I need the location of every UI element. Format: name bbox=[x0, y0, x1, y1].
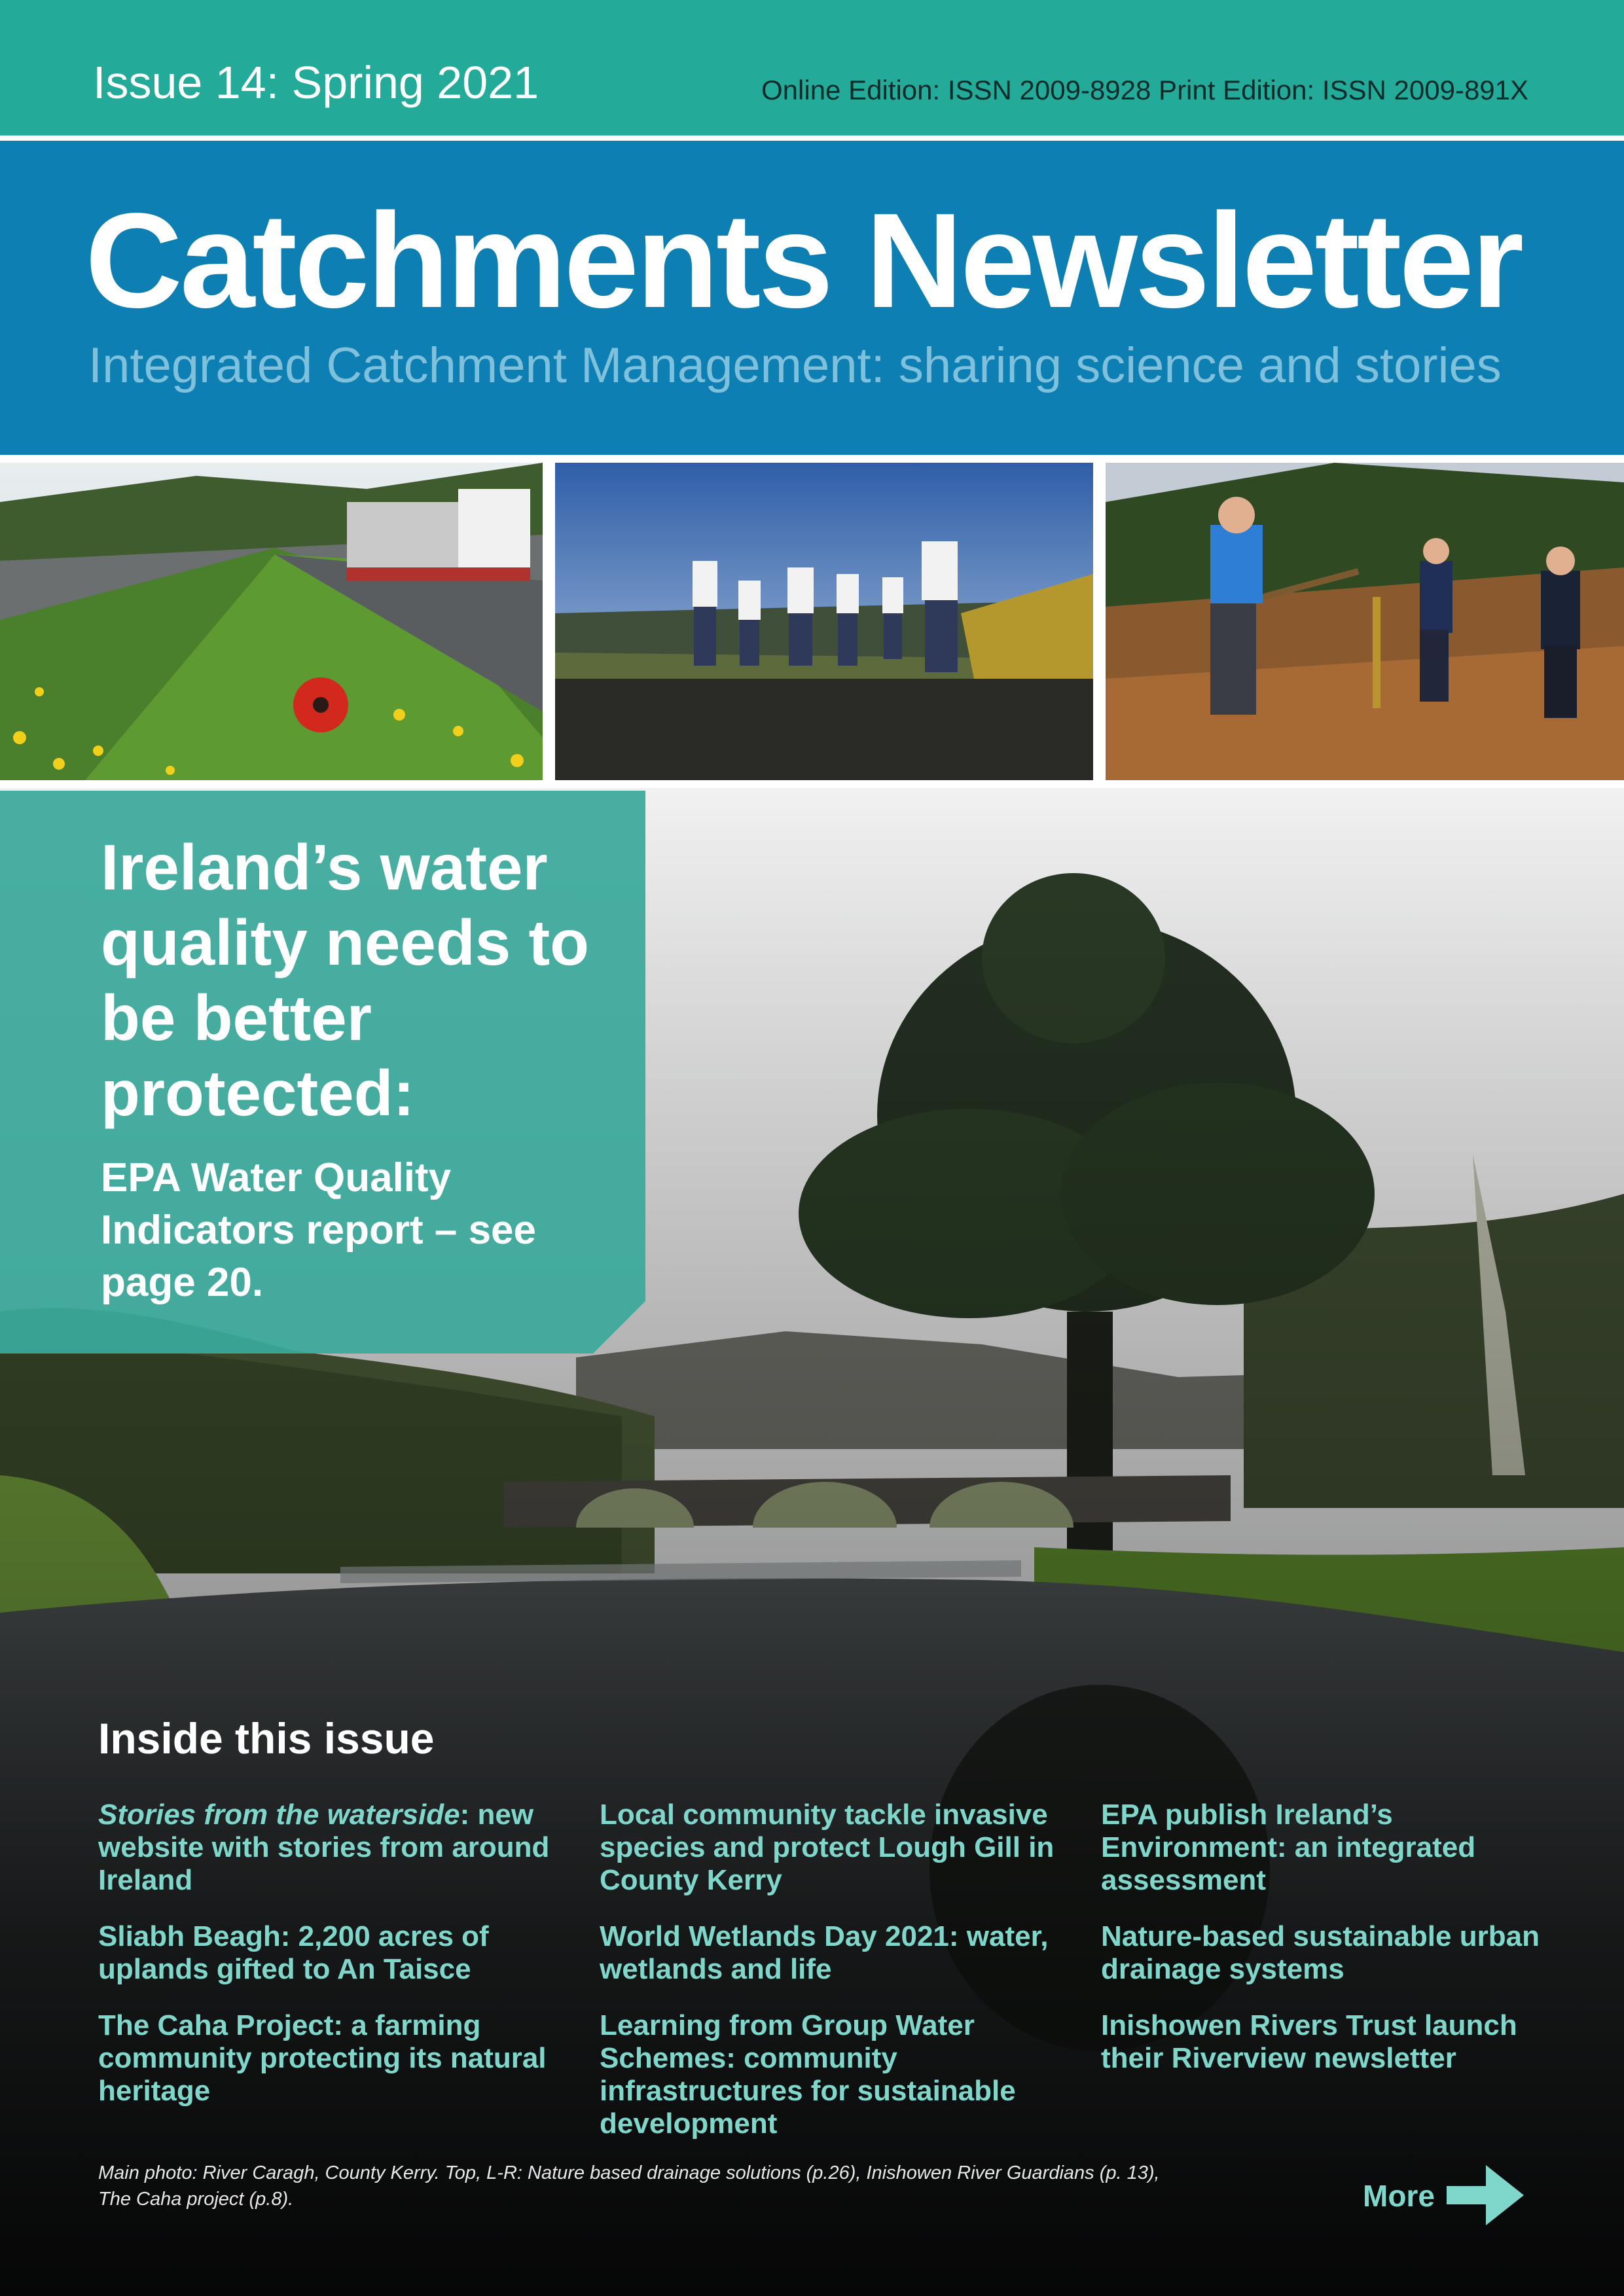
contents-item[interactable]: Local community tackle invasive species and protect Lough Gill in County Kerry bbox=[600, 1799, 1055, 1896]
callout-subline: EPA Water Quality Indicators report – see page 20. bbox=[101, 1155, 537, 1305]
inside-issue-heading: Inside this issue bbox=[98, 1714, 435, 1763]
contents-item[interactable]: EPA publish Ireland’s Environment: an integrated assessment bbox=[1101, 1799, 1476, 1896]
issue-label: Issue 14: Spring 2021 bbox=[93, 57, 539, 108]
photo-caption: Main photo: River Caragh, County Kerry. Top, L-R: Nature based drainage solutions (p.26), Inishowen River Guardians (p. 13), The Caha project (p.8). bbox=[98, 2162, 1160, 2210]
contents-item[interactable]: Inishowen Rivers Trust launch their Riverview newsletter bbox=[1101, 2009, 1517, 2074]
contents-column-2 bbox=[600, 1799, 1084, 2164]
contents-item[interactable] bbox=[98, 1799, 583, 1897]
contents-item-italic: Stories from the waterside bbox=[98, 1799, 460, 1831]
contents-item[interactable]: Learning from Group Water Schemes: community infrastructures for sustainable development bbox=[600, 2009, 1016, 2140]
newsletter-title: Catchments Newsletter bbox=[85, 185, 1522, 336]
right-arrow-icon[interactable] bbox=[1447, 2161, 1525, 2229]
contents-column-1 bbox=[98, 1799, 583, 2131]
tree-planting-photo bbox=[1106, 463, 1624, 780]
contents-item[interactable]: Sliabh Beagh: 2,200 acres of uplands gifted to An Taisce bbox=[98, 1920, 489, 1985]
contents-item-text: : new website with stories from around Ireland bbox=[98, 1799, 550, 1896]
contents-item[interactable]: Nature-based sustainable urban drainage systems bbox=[1101, 1920, 1540, 1985]
river-guardians-group-photo bbox=[555, 463, 1093, 780]
contents-column-3 bbox=[1101, 1799, 1572, 2098]
callout-headline: Ireland’s water quality needs to be better protected: bbox=[101, 831, 590, 1129]
issn-label: Online Edition: ISSN 2009-8928 Print Edition: ISSN 2009-891X bbox=[761, 75, 1529, 105]
more-link[interactable]: More bbox=[1363, 2179, 1435, 2213]
roadside-wildflower-verge-photo bbox=[0, 463, 543, 780]
newsletter-subtitle: Integrated Catchment Management: sharing science and stories bbox=[88, 338, 1502, 393]
contents-item[interactable]: World Wetlands Day 2021: water, wetlands and life bbox=[600, 1920, 1049, 1985]
contents-item[interactable]: The Caha Project: a farming community protecting its natural heritage bbox=[98, 2009, 547, 2107]
